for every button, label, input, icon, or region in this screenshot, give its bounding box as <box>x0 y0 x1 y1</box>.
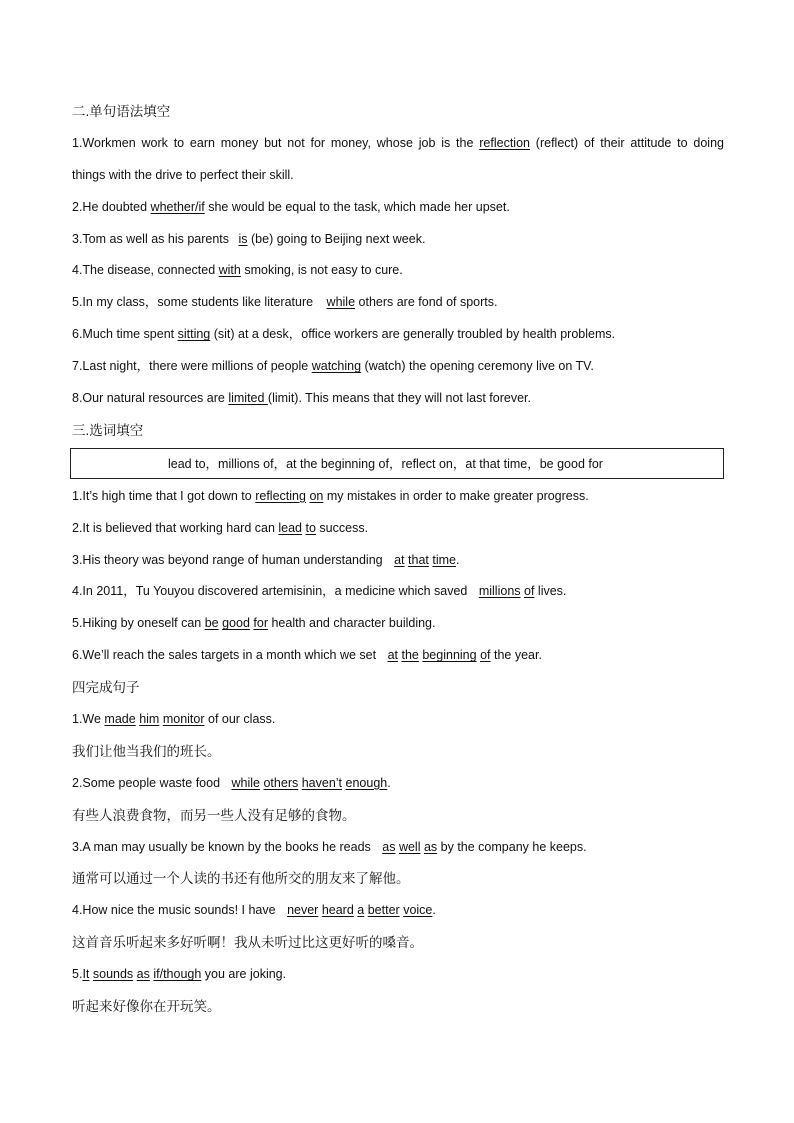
answer-blank: sitting <box>177 327 211 342</box>
answer-blank: limited <box>228 391 268 406</box>
answer-word: at <box>387 648 398 663</box>
answer-word: better <box>367 903 400 918</box>
answer-word: to <box>305 520 316 535</box>
answer-word: time <box>432 552 456 567</box>
s4-q4-translation: 这首音乐听起来多好听啊！我从未听过比这更好听的嗓音。 <box>72 935 423 951</box>
section-4-title: 四完成句子 <box>72 680 140 696</box>
answer-word: made <box>104 712 136 727</box>
s3-q3: 3.His theory was beyond range of human understanding at that time. <box>72 552 460 567</box>
s2-q3: 3.Tom as well as his parents is (be) going to Beijing next week. <box>72 231 426 246</box>
answer-blank: with <box>218 263 241 278</box>
answer-word: others <box>263 775 299 790</box>
s3-q5: 5.Hiking by oneself can be good for health and character building. <box>72 616 436 631</box>
answer-word: enough <box>345 775 388 790</box>
answer-word: of <box>480 648 491 663</box>
s4-q1: 1.We made him monitor of our class. <box>72 712 276 727</box>
answer-word: while <box>231 775 260 790</box>
answer-blank: whether/if <box>150 199 205 214</box>
answer-word: It <box>82 967 90 982</box>
s2-q4: 4.The disease, connected with smoking, is not easy to cure. <box>72 263 403 278</box>
s2-q1-line2: things with the drive to perfect their skill. <box>72 167 294 182</box>
answer-blank: watching <box>311 359 362 374</box>
answer-word: that <box>408 552 429 567</box>
s4-q3: 3.A man may usually be known by the books he reads as well as by the company he keeps. <box>72 839 587 854</box>
answer-word: sounds <box>92 967 134 982</box>
answer-word: of <box>524 584 535 599</box>
answer-word: as <box>136 967 150 982</box>
answer-word: well <box>398 839 421 854</box>
answer-word: monitor <box>162 712 205 727</box>
answer-word: never <box>287 903 319 918</box>
section-3-title: 三.选词填空 <box>72 422 144 438</box>
answer-word: for <box>253 616 268 631</box>
worksheet-page <box>72 96 724 1023</box>
answer-word: as <box>382 839 396 854</box>
answer-word: haven’t <box>301 775 343 790</box>
answer-word: as <box>423 839 438 854</box>
s3-q2: 2.It is believed that working hard can lead to success. <box>72 520 369 535</box>
s4-q1-translation: 我们让他当我们的班长。 <box>72 743 221 759</box>
answer-word: beginning <box>422 648 477 663</box>
answer-word: a <box>357 903 365 918</box>
answer-word: voice <box>403 903 433 918</box>
s2-q8: 8.Our natural resources are limited (limit). This means that they will not last forever. <box>72 391 531 406</box>
answer-word: be <box>204 616 219 631</box>
answer-word: good <box>222 616 250 631</box>
s3-q1: 1.It’s high time that I got down to reflecting on my mistakes in order to make greater progress. <box>72 488 589 503</box>
section-2-title: 二.单句语法填空 <box>72 104 171 119</box>
s2-q1-line1: 1.Workmen work to earn money but not for money, whose job is the reflection (reflect) of their attitude to doing <box>72 135 724 150</box>
s3-q4: 4.In 2011，Tu Youyou discovered artemisinin，a medicine which saved millions of lives. <box>72 584 567 599</box>
answer-word: at <box>394 552 405 567</box>
answer-blank: reflection <box>479 135 530 150</box>
s4-q4: 4.How nice the music sounds! I have never heard a better voice. <box>72 903 436 918</box>
answer-word: millions <box>478 584 521 599</box>
answer-word: lead <box>278 520 303 535</box>
answer-blank: is <box>238 231 248 246</box>
answer-word: on <box>309 488 324 503</box>
s4-q2: 2.Some people waste food while others haven’t enough. <box>72 775 391 790</box>
s2-q6: 6.Much time spent sitting (sit) at a desk，office workers are generally troubled by health problems. <box>72 327 616 342</box>
s2-q5: 5.In my class，some students like literature while others are fond of sports. <box>72 295 498 310</box>
s2-q2: 2.He doubted whether/if she would be equal to the task, which made her upset. <box>72 199 510 214</box>
answer-word: him <box>139 712 160 727</box>
word-bank-box: lead to，millions of，at the beginning of，reflect on，at that time，be good for <box>70 448 724 479</box>
s4-q5-translation: 听起来好像你在开玩笑。 <box>72 999 221 1015</box>
s4-q2-translation: 有些人浪费食物，而另一些人没有足够的食物。 <box>72 807 356 823</box>
s2-q7: 7.Last night，there were millions of people watching (watch) the opening ceremony live on TV. <box>72 359 594 374</box>
s4-q3-translation: 通常可以通过一个人读的书还有他所交的朋友来了解他。 <box>72 871 410 887</box>
answer-word: the <box>401 648 419 663</box>
answer-word: reflecting <box>255 488 306 503</box>
s4-q5: 5.It sounds as if/though you are joking. <box>72 967 287 982</box>
answer-word: heard <box>321 903 354 918</box>
answer-word: if/though <box>153 967 202 982</box>
answer-blank: while <box>326 295 356 310</box>
s3-q6: 6.We’ll reach the sales targets in a month which we set at the beginning of the year. <box>72 648 542 663</box>
